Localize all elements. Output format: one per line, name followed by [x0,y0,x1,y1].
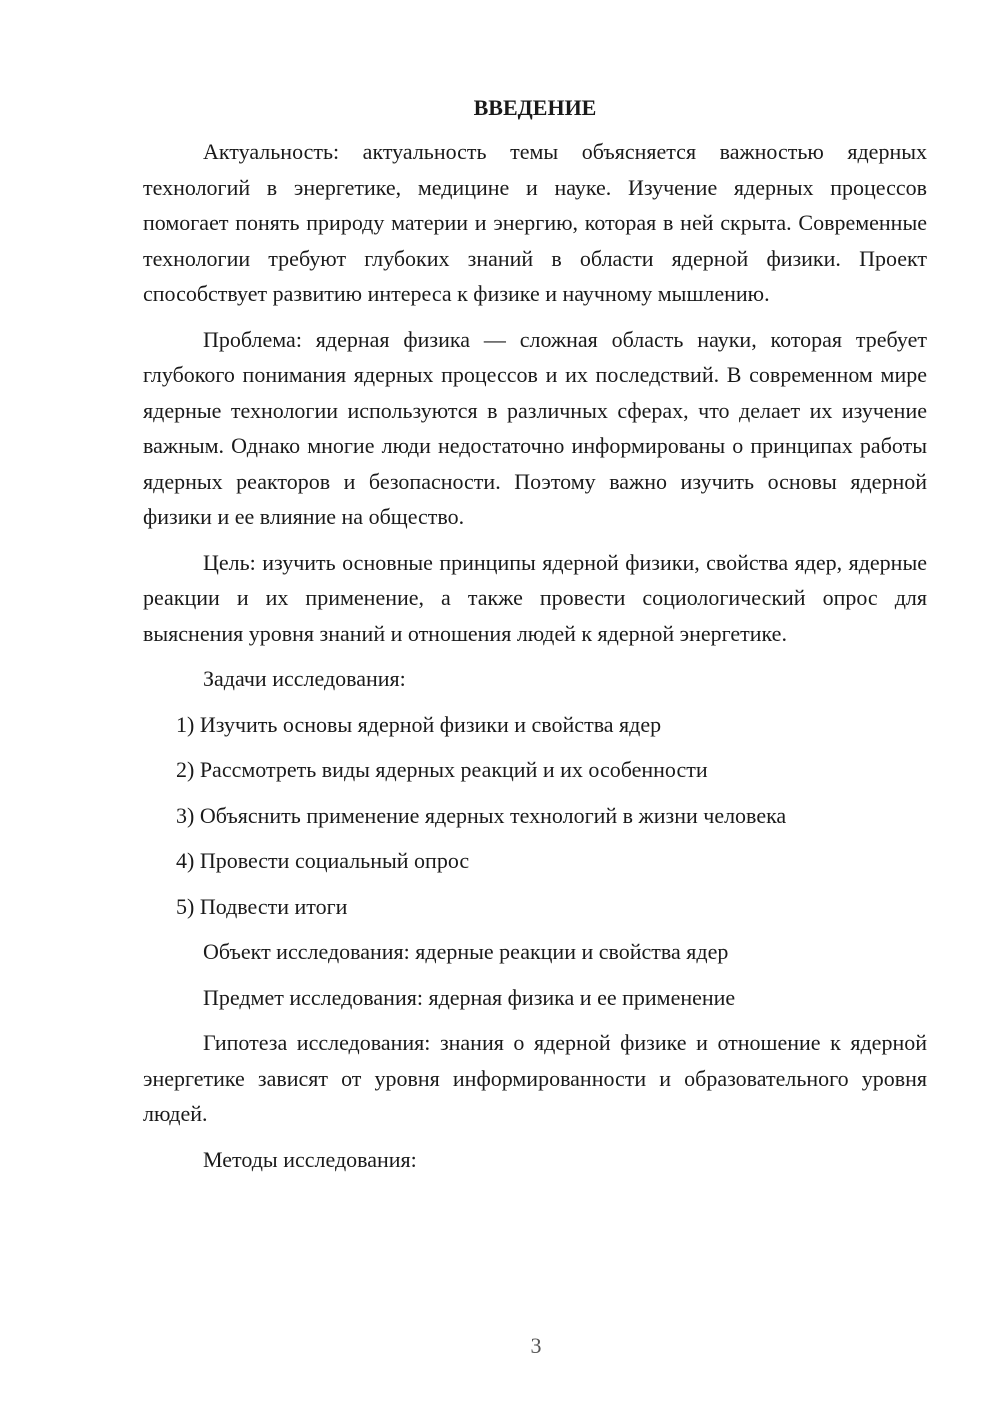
list-item: 3) Объяснить применение ядерных технологий в жизни человека [176,802,787,828]
problem-paragraph: Проблема: ядерная физика — сложная область науки, которая требует глубокого понимания ядерных процессов и их последствий. В современном мире ядерные технологии используются в различных сферах, что делает их изучение важным. Однако многие люди недостаточно информированы о принципах работы ядерных реакторов и безопасности. Поэтому важно изучить основы ядерной физики и ее влияние на общество. [143,326,927,529]
list-item: 1) Изучить основы ядерной физики и свойства ядер [176,711,662,737]
document-page [143,92,927,1187]
methods-heading: Методы исследования: [203,1146,417,1172]
page-title: ВВЕДЕНИЕ [473,95,597,120]
hypothesis-paragraph: Гипотеза исследования: знания о ядерной физике и отношение к ядерной энергетике зависят от уровня информированности и образовательного уровня людей. [143,1030,927,1126]
list-item: 4) Провести социальный опрос [176,848,470,873]
relevance-paragraph: Актуальность: актуальность темы объясняется важностью ядерных технологий в энергетике, медицине и науке. Изучение ядерных процессов помогает понять природу материи и энергию, которая в ней скрыта. Современные технологии требуют глубоких знаний в области ядерной физики. Проект способствует развитию интереса к физике и научному мышлению. [143,139,927,306]
tasks-heading: Задачи исследования: [203,666,406,691]
list-item: 5) Подвести итоги [176,893,348,919]
tasks-list [143,707,927,925]
subject-line: Предмет исследования: ядерная физика и ее применение [203,984,736,1010]
goal-paragraph: Цель: изучить основные принципы ядерной физики, свойства ядер, ядерные реакции и их применение, а также провести социологический опрос для выяснения уровня знаний и отношения людей к ядерной энергетике. [143,549,927,646]
object-line: Объект исследования: ядерные реакции и свойства ядер [203,939,729,964]
page-number: 3 [530,1333,542,1358]
list-item: 2) Рассмотреть виды ядерных реакций и их особенности [176,757,708,782]
